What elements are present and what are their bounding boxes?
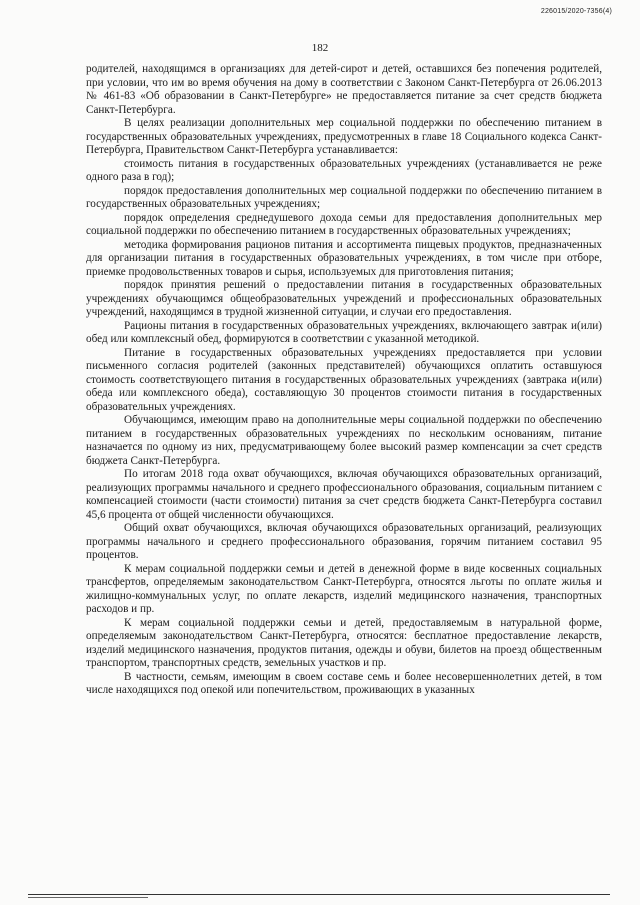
paragraph: Обучающимся, имеющим право на дополнительные меры социальной поддержки по обеспечению питанием в государственных образовательных учреждениях по нескольким основаниям, питание назначается по одному из них, предусматривающему более высокий размер компенсации за счет средств бюджета Санкт-Петербурга. [86, 414, 602, 467]
paragraph: порядок определения среднедушевого дохода семьи для предоставления дополнительных мер социальной поддержки по обеспечению питанием в государственных образовательных учреждениях; [86, 211, 602, 237]
paragraph: В частности, семьям, имеющим в своем составе семь и более несовершеннолетних детей, в том числе находящихся под опекой или попечительством, проживающих в указанных [86, 670, 602, 696]
footer-rule [28, 894, 610, 895]
paragraph: Рационы питания в государственных образовательных учреждениях, включающего завтрак и(или) обед или комплексный обед, формируются в соответствии с указанной методикой. [86, 319, 602, 345]
paragraph: По итогам 2018 года охват обучающихся, включая обучающихся образовательных организаций, реализующих программы начального и среднего профессионального образования, социальным питанием с компенсацией стоимости (части стоимости) питания за счет средств бюджета Санкт-Петербурга составил 45,6 процента от общей численности обучающихся. [86, 468, 602, 521]
paragraph: методика формирования рационов питания и ассортимента пищевых продуктов, предназначенных для организации питания в государственных образовательных учреждениях, в том числе при отборе, приемке продовольственных товаров и сырья, используемых для приготовления питания; [86, 238, 602, 278]
paragraph: порядок предоставления дополнительных мер социальной поддержки по обеспечению питанием в государственных образовательных учреждениях; [86, 184, 602, 210]
paragraph: Питание в государственных образовательных учреждениях предоставляется при условии письменного согласия родителей (законных представителей) обучающихся оплатить оставшуюся стоимость соответствующего питания в государственных образовательных учреждениях (завтрака и(или) обеда или комплексного обеда), составляющую 30 процентов стоимости питания в государственных образовательных учреждениях. [86, 346, 602, 413]
document-id: 226015/2020-7356(4) [540, 8, 612, 15]
paragraph: стоимость питания в государственных образовательных учреждениях (устанавливается не реже одного раза в год); [86, 157, 602, 183]
footer-rule-short [28, 897, 148, 898]
page-number: 182 [311, 42, 329, 54]
paragraph: порядок принятия решений о предоставлении питания в государственных образовательных учреждениях обучающимся общеобразовательных учреждений и профессиональных образовательных учреждений, находящимся в трудной жизненной ситуации, и случаи его предоставления. [86, 279, 602, 318]
paragraph: родителей, находящимся в организациях для детей-сирот и детей, оставшихся без попечения родителей, при условии, что им во время обучения на дому в соответствии с Законом Санкт-Петербурга от 26.06.2013 № 461-83 «Об образовании в Санкт-Петербурге» не предоставляется питание за счет средств бюджета Санкт-Петербурга. [86, 63, 602, 116]
paragraph: К мерам социальной поддержки семьи и детей в денежной форме в виде косвенных социальных трансфертов, определяемым законодательством Санкт-Петербурга, относятся льготы по оплате жилья и жилищно-коммунальных услуг, по оплате лекарств, изделий медицинского назначения, транспортных расходов и пр. [86, 562, 602, 615]
paragraph: К мерам социальной поддержки семьи и детей, предоставляемым в натуральной форме, определяемым законодательством Санкт-Петербурга, относятся: бесплатное предоставление лекарств, изделий медицинского назначения, продуктов питания, одежды и обуви, билетов на проезд общественным транспортом, транспортных средств, земельных участков и пр. [86, 616, 602, 669]
document-body [86, 63, 602, 698]
paragraph: В целях реализации дополнительных мер социальной поддержки по обеспечению питанием в государственных образовательных учреждениях, предусмотренных в главе 18 Социального кодекса Санкт-Петербурга, Правительством Санкт-Петербурга устанавливается: [86, 117, 602, 156]
paragraph: Общий охват обучающихся, включая обучающихся образовательных организаций, реализующих программы начального и среднего профессионального образования, горячим питанием составил 95 процентов. [86, 522, 602, 561]
